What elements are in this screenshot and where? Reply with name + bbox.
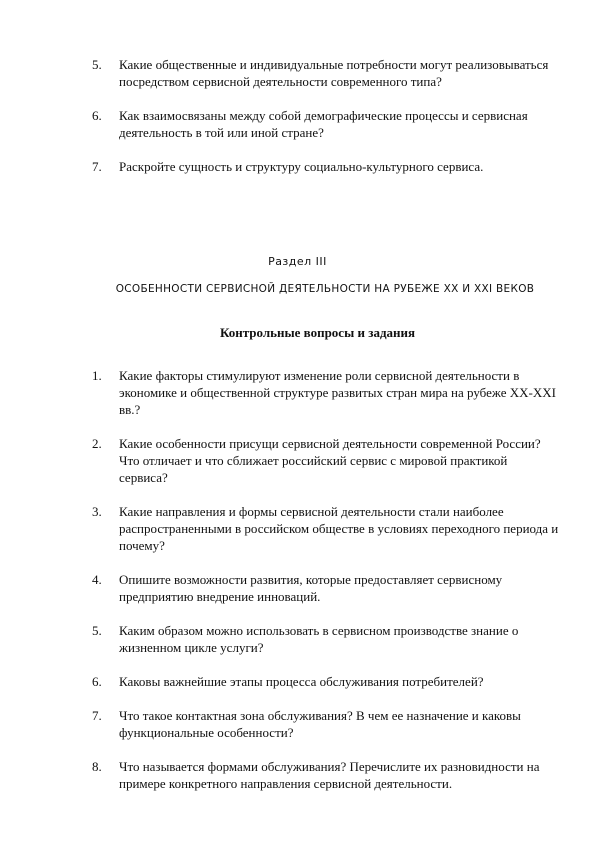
section-title: ОСОБЕННОСТИ СЕРВИСНОЙ ДЕЯТЕЛЬНОСТИ НА РУБЕЖЕ XX И XXI ВЕКОВ bbox=[115, 283, 535, 295]
item-text: Как взаимосвязаны между собой демографические процессы и сервисная деятельность в той или иной стране? bbox=[119, 108, 528, 140]
item-number: 3. bbox=[92, 504, 102, 519]
item-text: Опишите возможности развития, которые предоставляет сервисному предприятию внедрение инноваций. bbox=[119, 572, 503, 604]
list-item bbox=[0, 56, 595, 90]
item-text: Раскройте сущность и структуру социально-культурного сервиса. bbox=[119, 159, 484, 174]
item-number: 6. bbox=[92, 108, 102, 123]
section-subtitle: Контрольные вопросы и задания bbox=[219, 325, 416, 340]
list-item bbox=[0, 673, 595, 690]
question-list-continued bbox=[0, 56, 595, 192]
item-text: Какие факторы стимулируют изменение роли сервисной деятельности в экономике и общественной структуре развитых стран мира на рубеже XX-XXI вв.? bbox=[119, 368, 556, 417]
item-number: 5. bbox=[92, 623, 102, 638]
list-item bbox=[0, 435, 595, 486]
list-item bbox=[0, 571, 595, 605]
item-text: Каким образом можно использовать в сервисном производстве знание о жизненном цикле услуги? bbox=[119, 623, 519, 655]
item-number: 6. bbox=[92, 674, 102, 689]
item-number: 8. bbox=[92, 759, 102, 774]
item-text: Что такое контактная зона обслуживания? В чем ее назначение и каковы функциональные особенности? bbox=[119, 708, 521, 740]
list-item bbox=[0, 367, 595, 418]
item-number: 4. bbox=[92, 572, 102, 587]
item-text: Какие направления и формы сервисной деятельности стали наиболее распространенными в российском обществе в условиях переходного периода и почему? bbox=[119, 504, 559, 553]
item-number: 2. bbox=[92, 436, 102, 451]
section-label: Раздел III bbox=[268, 255, 327, 268]
item-number: 5. bbox=[92, 57, 102, 72]
list-item bbox=[0, 503, 595, 554]
item-text: Что называется формами обслуживания? Перечислите их разновидности на примере конкретного направления сервисной деятельности. bbox=[119, 759, 540, 791]
item-number: 1. bbox=[92, 368, 102, 383]
list-item bbox=[0, 107, 595, 141]
list-item bbox=[0, 758, 595, 792]
item-number: 7. bbox=[92, 708, 102, 723]
item-text: Каковы важнейшие этапы процесса обслуживания потребителей? bbox=[119, 674, 484, 689]
list-item bbox=[0, 707, 595, 741]
item-number: 7. bbox=[92, 159, 102, 174]
list-item bbox=[0, 622, 595, 656]
question-list bbox=[0, 367, 595, 809]
list-item bbox=[0, 158, 595, 175]
item-text: Какие особенности присущи сервисной деятельности современной России? Что отличает и что сближает российский сервис с мировой практикой сервиса? bbox=[119, 436, 541, 485]
item-text: Какие общественные и индивидуальные потребности могут реализовываться посредством сервисной деятельности современного типа? bbox=[119, 57, 549, 89]
